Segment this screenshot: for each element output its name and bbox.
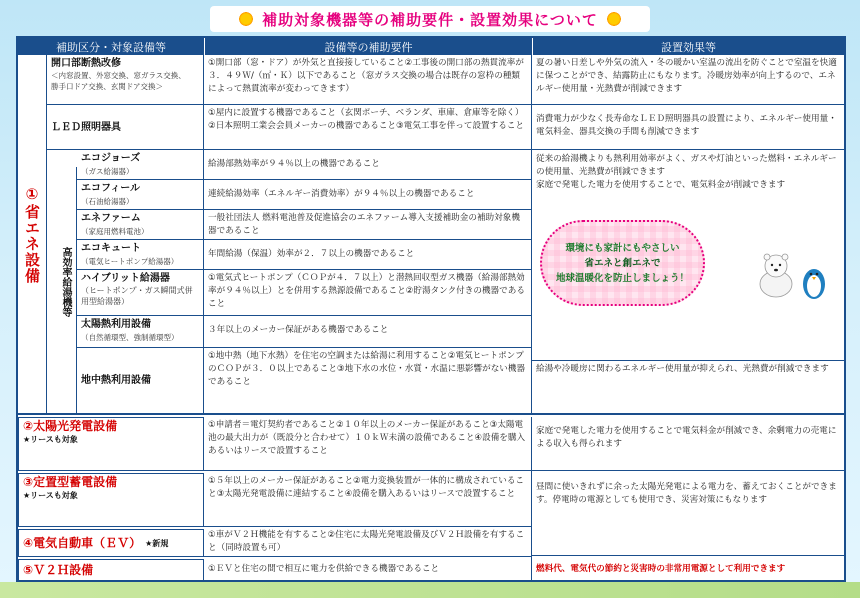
section-storage — [18, 473, 204, 527]
req-led: ①屋内に設置する機器であること（玄関ポーチ、ベランダ、車庫、倉庫等を除く）②日本照明工業会会員メーカーの機器であること③電気工事を伴って設置すること — [204, 105, 532, 150]
section2-note: ★リースも対象 — [23, 435, 78, 444]
effect-solar-pv: 家庭で発電した電力を使用することで電気料金が削減でき、余剰電力の売電による収入も得られます — [532, 417, 844, 471]
row-ecojozu — [77, 150, 204, 180]
row-ecofeel — [77, 180, 204, 210]
row-name: 太陽熱利用設備 — [81, 319, 151, 330]
subsidy-table — [16, 36, 846, 582]
row-solar-thermal — [77, 316, 204, 348]
row-hybrid — [77, 270, 204, 316]
row-sub: （ガス給湯器） — [81, 167, 134, 176]
effect-heater2-text: 家庭で発電した電力を使用することで、電気料金が削減できます — [536, 180, 786, 190]
section2-label: ②太陽光発電設備 — [23, 419, 118, 433]
section4-label: ④電気自動車（ＥＶ） — [23, 535, 142, 550]
row-name: 地中熱利用設備 — [81, 375, 151, 386]
sun-icon — [238, 11, 254, 27]
section4-note: ★新規 — [145, 538, 169, 548]
row-name: エコジョーズ — [81, 153, 141, 164]
effect-led: 消費電力が少なく長寿命なＬＥＤ照明器具の設置により、エネルギー使用量・電気料金、器具交換の手間も削減できます — [532, 105, 844, 150]
sun-icon — [606, 11, 622, 27]
req-ev: ①車がＶ２Ｈ機能を有すること②住宅に太陽光発電設備及びＶ２Ｈ設備を有すること（同時設置も可） — [204, 527, 532, 557]
subgroup-label: 高効率給湯機等 — [60, 247, 71, 317]
row-sub: （家庭用燃料電池） — [81, 227, 149, 236]
row-name: ＬＥＤ照明器具 — [51, 121, 121, 133]
req-ecofeel: 連続給湯効率（エネルギー消費効率）が９４％以上の機器であること — [204, 180, 532, 210]
req-ecojozu: 給湯部熱効率が９４％以上の機器であること — [204, 150, 532, 180]
section3-note: ★リースも対象 — [23, 491, 78, 500]
effect-window: 夏の暑い日差しや外気の流入・冬の暖かい室温の流出を防ぐことで室温を快適に保つことができ、結露防止にもなります。冷暖房効率が向上するので、エネルギー使用量・光熱費が削減できます — [532, 55, 844, 105]
req-solar-pv: ①申請者＝電灯契約者であること②１０年以上のメーカー保証があること③太陽電池の最大出力が（既設分と合わせて）１０ｋＷ未満の設備であること④設備を購入あるいはリースで設置すること — [204, 417, 532, 471]
effect-heater — [532, 151, 844, 211]
polar-bear-icon — [756, 250, 796, 298]
req-storage: ①５年以上のメーカー保証があること②電力変換装置が一体的に構成されていること③太陽光発電設備に連結すること④設備を購入あるいはリースで設置すること — [204, 471, 532, 527]
section-ev — [18, 529, 204, 557]
req-geothermal: ①地中熱（地下水熱）を住宅の空調または給湯に利用すること②電気ヒートポンプのＣＯＰが３．０以上であること③地下水の水位・水質・水温に悪影響がない機器であること — [204, 348, 532, 413]
effect-v2h: 燃料代、電気代の節約と災害時の非常用電源として利用できます — [536, 564, 786, 574]
row-sub: （電気ヒートポンプ給湯器） — [81, 257, 179, 266]
row-enefarm — [77, 210, 204, 240]
cloud-line-1: 環境にも家計にもやさしい — [565, 242, 680, 254]
req-hybrid: ①電気式ヒートポンプ（ＣＯＰが４．７以上）と潜熱回収型ガス機器（給湯部熱効率が９４％以上）とを併用する熱源設備であること②貯湯タンク付きの機器であること — [204, 270, 532, 316]
section-solar-pv — [18, 417, 204, 471]
effect-geo: 給湯や冷暖房に関わるエネルギー使用量が抑えられ、光熱費が削減できます — [532, 360, 844, 400]
section1-label: ①省エネ設備 — [23, 185, 41, 284]
section3-label: ③定置型蓄電設備 — [23, 475, 118, 489]
req-window: ①開口部（窓・ドア）が外気と直接接していること②工事後の開口部の熱貫流率が３．４９Ｗ/（㎡・Ｋ）以下であること（窓ガラス交換の場合は既存の窓枠の種類によって熱貫流率が変わってきます） — [204, 55, 532, 105]
row-sub: （石油給湯器） — [81, 197, 134, 206]
header-category: 補助区分・対象設備等 — [18, 38, 204, 55]
req-enefarm: 一般社団法人 燃料電池普及促進協会のエネファーム導入支援補助金の補助対象機器であること — [204, 210, 532, 240]
effect-heater-text: 従来の給湯機よりも熱利用効率がよく、ガスや灯油といった燃料・エネルギーの使用量、光熱費が削減できます — [536, 154, 837, 177]
penguin-icon — [800, 262, 828, 300]
effect-storage: 昼間に使いきれずに余った太陽光発電による電力を、蓄えておくことができます。停電時の電源としても使用でき、災害対策にもなります — [532, 471, 844, 556]
section5-label: ⑤Ｖ２Ｈ設備 — [23, 563, 94, 577]
row-window-insulation — [47, 55, 204, 105]
cloud-line-3: 地球温暖化を防止しましょう！ — [555, 272, 689, 284]
req-ecocute: 年間給湯（保温）効率が２．７以上の機器であること — [204, 240, 532, 270]
header-requirements: 設備等の補助要件 — [204, 38, 532, 55]
req-v2h: ①ＥＶと住宅の間で相互に電力を供給できる機器であること — [204, 557, 532, 582]
row-ecocute — [77, 240, 204, 270]
row-led — [47, 105, 204, 150]
req-solar-thermal: ３年以上のメーカー保証がある機器であること — [204, 316, 532, 348]
page-title: 補助対象機器等の補助要件・設置効果について — [262, 10, 598, 29]
row-name: エコキュート — [81, 243, 141, 254]
row-name: ハイブリット給湯器 — [81, 273, 170, 284]
cloud-line-2: 省エネと創エネで — [584, 257, 661, 269]
row-sub: ＜内窓設置、外窓交換、窓ガラス交換、 勝手口ドア交換、玄関ドア交換＞ — [51, 71, 186, 91]
row-sub: （ヒートポンプ・ガス瞬間式併用型給湯器） — [81, 286, 193, 306]
bottom-decoration — [0, 582, 860, 598]
message-cloud — [540, 220, 705, 306]
header-effects: 設置効果等 — [532, 38, 844, 55]
row-sub: （自然循環型、強制循環型） — [81, 333, 179, 342]
row-geothermal — [77, 348, 204, 413]
row-name: エコフィール — [81, 183, 140, 194]
section-v2h — [18, 559, 204, 582]
row-name: エネファーム — [81, 213, 141, 224]
row-name: 開口部断熱改修 — [51, 58, 121, 69]
page-title-bar — [210, 6, 650, 32]
